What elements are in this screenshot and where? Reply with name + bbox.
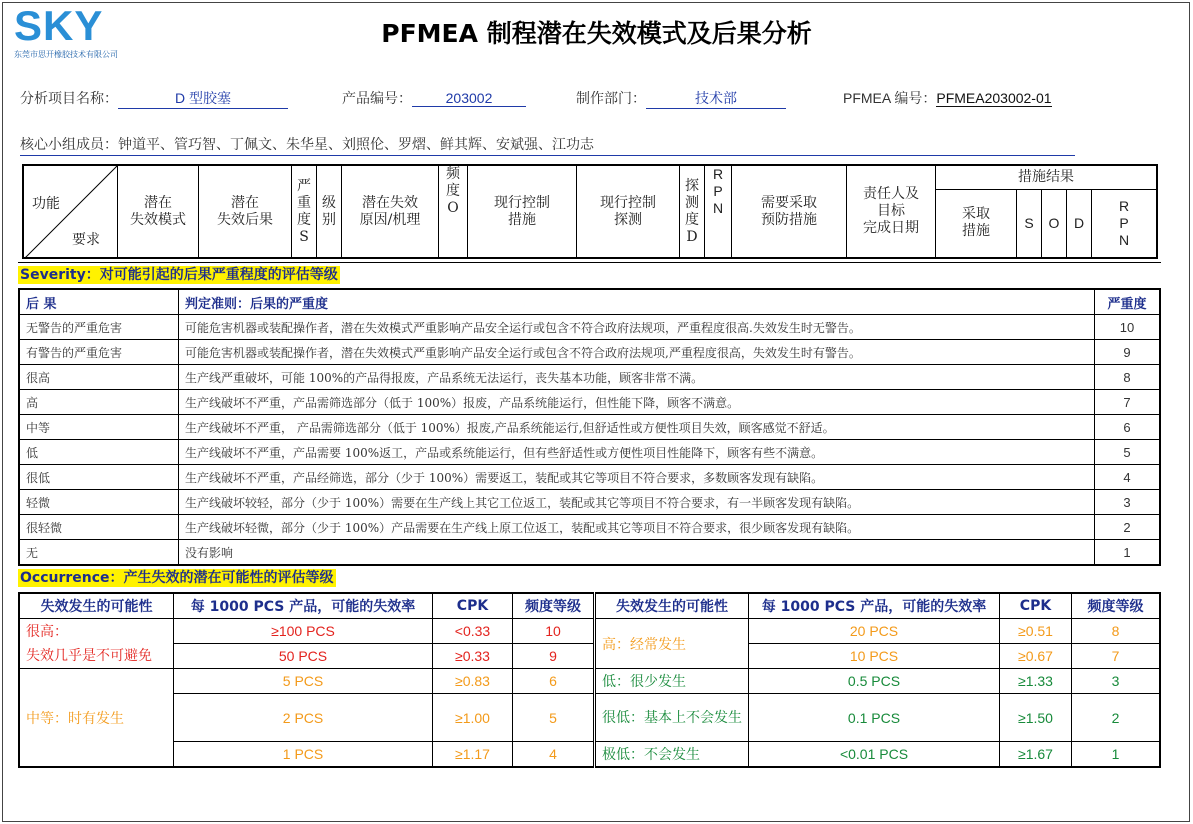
severity-rank: 6 (1095, 415, 1161, 440)
occ-cpk: ≥1.33 (1000, 669, 1072, 694)
header-result-s: S (1017, 189, 1042, 258)
pfmea-header-table (22, 164, 1158, 259)
severity-row (19, 490, 1160, 515)
occ-rate: 0.1 PCS (749, 694, 1000, 742)
logo-subtitle: 东莞市思开橡胶技术有限公司 (14, 50, 118, 59)
occ-rank: 6 (513, 669, 595, 694)
severity-criteria: 生产线破坏不严重，产品需要 100%返工，产品或系统能运行，但有些舒适性或方便性项目性能降下，顾客有些不满意。 (179, 440, 1095, 465)
occ-rank: 1 (1072, 742, 1161, 768)
header-failure-mode: 潜在 失效模式 (118, 165, 199, 258)
header-recommended-action: 需要采取 预防措施 (732, 165, 847, 258)
severity-rank: 7 (1095, 390, 1161, 415)
occ-moderate: 中等：时有发生 (19, 669, 174, 768)
occ-rate: 10 PCS (749, 644, 1000, 669)
occ-rank: 7 (1072, 644, 1161, 669)
occ-col-rate: 每 1000 PCS 产品，可能的失效率 (174, 593, 433, 619)
header-class: 级 别 (317, 165, 342, 258)
severity-col-rank: 严重度 (1095, 289, 1161, 315)
severity-table (18, 288, 1161, 566)
occ-very-high: 很高： 失效几乎是不可避免 (19, 619, 174, 669)
severity-effect: 高 (19, 390, 179, 415)
header-prevention-control: 现行控制 措施 (468, 165, 577, 258)
team-members (20, 134, 1075, 156)
header-detection-control: 现行控制 探测 (577, 165, 680, 258)
occ-rate: 2 PCS (174, 694, 433, 742)
severity-col-criteria: 判定准则：后果的严重度 (179, 289, 1095, 315)
severity-rank: 2 (1095, 515, 1161, 540)
header-function (23, 165, 118, 258)
product-label: 产品编号： (342, 91, 412, 107)
occ-cpk: ≥0.83 (433, 669, 513, 694)
dept-info (576, 88, 786, 109)
severity-effect: 很轻微 (19, 515, 179, 540)
occ-rate: 5 PCS (174, 669, 433, 694)
severity-criteria: 可能危害机器或装配操作者，潜在失效模式严重影响产品安全运行或包含不符合政府法规项，严重程度很高.失效发生时无警告。 (179, 315, 1095, 340)
severity-rank: 5 (1095, 440, 1161, 465)
header-cause: 潜在失效 原因/机理 (342, 165, 439, 258)
severity-effect: 很高 (19, 365, 179, 390)
severity-row (19, 340, 1160, 365)
occ-rate: 50 PCS (174, 644, 433, 669)
logo-text: SKY (14, 2, 104, 49)
severity-rank: 4 (1095, 465, 1161, 490)
header-responsibility: 责任人及 目标 完成日期 (847, 165, 936, 258)
severity-effect: 无警告的严重危害 (19, 315, 179, 340)
severity-criteria: 没有影响 (179, 540, 1095, 566)
severity-rank: 8 (1095, 365, 1161, 390)
header-requirement-label: 要求 (72, 232, 100, 248)
occ-rank: 10 (513, 619, 595, 644)
severity-row (19, 465, 1160, 490)
occ-rank: 5 (513, 694, 595, 742)
severity-rank: 1 (1095, 540, 1161, 566)
occ-col-rate-2: 每 1000 PCS 产品，可能的失效率 (749, 593, 1000, 619)
project-info (20, 88, 288, 109)
severity-rank: 10 (1095, 315, 1161, 340)
severity-row (19, 365, 1160, 390)
header-severity: 严 重 度 S (292, 165, 317, 258)
severity-criteria: 生产线破坏不严重， 产品需筛选部分（低于 100%）报废,产品系统能运行,但舒适性或方便性项目失效，顾客感觉不舒适。 (179, 415, 1095, 440)
occ-rate: <0.01 PCS (749, 742, 1000, 768)
header-occurrence: 频 度 O (439, 165, 468, 258)
product-value[interactable]: 203002 (412, 90, 526, 107)
team-value[interactable]: 钟道平、管巧智、丁佩文、朱华星、刘照伦、罗熠、鲜其辉、安斌强、江功志 (118, 137, 594, 153)
occ-col-cpk: CPK (433, 593, 513, 619)
occ-cpk: ≥0.67 (1000, 644, 1072, 669)
severity-row (19, 315, 1160, 340)
occ-remote: 极低：不会发生 (595, 742, 749, 768)
severity-row (19, 440, 1160, 465)
divider (18, 262, 1161, 263)
occ-col-likelihood: 失效发生的可能性 (19, 593, 174, 619)
severity-effect: 无 (19, 540, 179, 566)
project-value[interactable]: D 型胶塞 (118, 88, 288, 109)
occ-cpk: <0.33 (433, 619, 513, 644)
project-label: 分析项目名称： (20, 91, 118, 107)
severity-criteria: 生产线破坏轻微，部分（少于 100%）产品需要在生产线上原工位返工，装配或其它等项目不符合要求，很少顾客发现有缺陷。 (179, 515, 1095, 540)
header-failure-effect: 潜在 失效后果 (199, 165, 292, 258)
occ-cpk: ≥0.33 (433, 644, 513, 669)
product-info (342, 88, 526, 108)
occ-rank: 9 (513, 644, 595, 669)
severity-criteria: 生产线破坏不严重，产品需筛选部分（低于 100%）报废，产品系统能运行，但性能下降，顾客不满意。 (179, 390, 1095, 415)
team-label: 核心小组成员： (20, 137, 118, 153)
occ-col-cpk-2: CPK (1000, 593, 1072, 619)
severity-row (19, 515, 1160, 540)
header-rpn: R P N (705, 165, 732, 258)
header-result-d: D (1067, 189, 1092, 258)
severity-row (19, 390, 1160, 415)
occ-rank: 2 (1072, 694, 1161, 742)
occ-col-rank: 频度等级 (513, 593, 595, 619)
severity-criteria: 可能危害机器或装配操作者，潜在失效模式严重影响产品安全运行或包含不符合政府法规项,严重程度很高，失效发生时有警告。 (179, 340, 1095, 365)
occ-very-low: 很低：基本上不会发生 (595, 694, 749, 742)
occ-col-likelihood-2: 失效发生的可能性 (595, 593, 749, 619)
header-action-taken: 采取 措施 (936, 189, 1017, 258)
occ-cpk: ≥1.17 (433, 742, 513, 768)
occ-cpk: ≥1.00 (433, 694, 513, 742)
occ-rate: ≥100 PCS (174, 619, 433, 644)
occ-rank: 3 (1072, 669, 1161, 694)
occ-rank: 4 (513, 742, 595, 768)
severity-section-label: Severity：对可能引起的后果严重程度的评估等级 (20, 267, 338, 283)
header-function-label: 功能 (32, 196, 60, 212)
header-result-rpn: R P N (1092, 189, 1158, 258)
occ-col-rank-2: 频度等级 (1072, 593, 1161, 619)
pfmea-value[interactable]: PFMEA203002-01 (936, 90, 1052, 106)
severity-row (19, 415, 1160, 440)
occ-rate: 0.5 PCS (749, 669, 1000, 694)
occ-cpk: ≥0.51 (1000, 619, 1072, 644)
severity-row (19, 540, 1160, 566)
occ-cpk: ≥1.67 (1000, 742, 1072, 768)
severity-criteria: 生产线严重破坏，可能 100%的产品得报废，产品系统无法运行，丧失基本功能，顾客非常不满。 (179, 365, 1095, 390)
dept-value[interactable]: 技术部 (646, 88, 786, 109)
severity-effect: 很低 (19, 465, 179, 490)
header-action-results: 措施结果 (936, 165, 1158, 189)
pfmea-info (843, 88, 1052, 108)
pfmea-label: PFMEA 编号： (843, 90, 937, 106)
page-title: PFMEA 制程潜在失效模式及后果分析 (381, 19, 812, 48)
severity-criteria: 生产线破坏较轻，部分（少于 100%）需要在生产线上其它工位返工，装配或其它等项目不符合要求，有一半顾客发现有缺陷。 (179, 490, 1095, 515)
occ-high: 高：经常发生 (595, 619, 749, 669)
dept-label: 制作部门： (576, 91, 646, 107)
severity-criteria: 生产线破坏不严重，产品经筛选，部分（少于 100%）需要返工，装配或其它等项目不符合要求，多数顾客发现有缺陷。 (179, 465, 1095, 490)
occ-rank: 8 (1072, 619, 1161, 644)
severity-effect: 低 (19, 440, 179, 465)
occ-rate: 1 PCS (174, 742, 433, 768)
header-detection: 探 测 度 D (680, 165, 705, 258)
occ-rate: 20 PCS (749, 619, 1000, 644)
severity-rank: 9 (1095, 340, 1161, 365)
occurrence-section-label: Occurrence：产生失效的潜在可能性的评估等级 (20, 570, 334, 586)
severity-effect: 有警告的严重危害 (19, 340, 179, 365)
occurrence-table (18, 592, 1161, 768)
severity-effect: 中等 (19, 415, 179, 440)
severity-col-effect: 后 果 (19, 289, 179, 315)
header-result-o: O (1042, 189, 1067, 258)
occ-cpk: ≥1.50 (1000, 694, 1072, 742)
severity-effect: 轻微 (19, 490, 179, 515)
severity-rank: 3 (1095, 490, 1161, 515)
occ-low: 低：很少发生 (595, 669, 749, 694)
